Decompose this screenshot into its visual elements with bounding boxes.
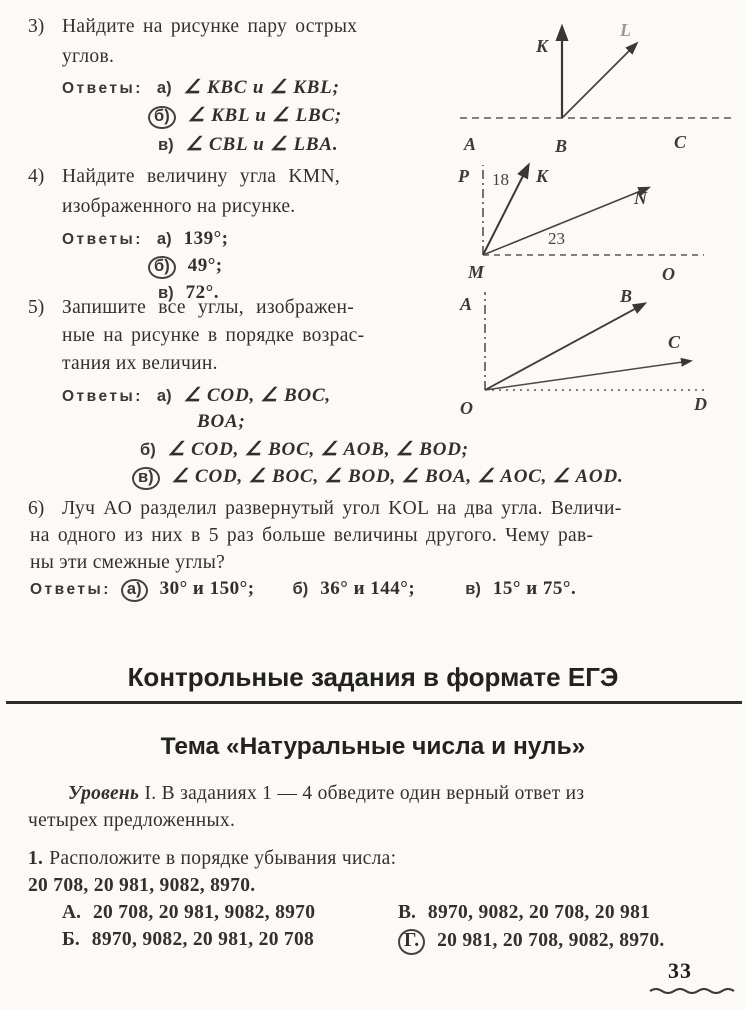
q5-answers-label: Ответы: bbox=[62, 388, 143, 405]
question-4-answers-row-a bbox=[62, 228, 229, 250]
figure-angles-kmn bbox=[448, 160, 740, 286]
q6-answers-label: Ответы: bbox=[30, 581, 111, 598]
fig2-angle-18: 18 bbox=[492, 170, 509, 189]
q6-answer-a-letter-circled: а) bbox=[121, 579, 148, 602]
fig1-label-C: C bbox=[674, 132, 687, 152]
q3-answer-v-letter: в) bbox=[158, 136, 174, 154]
q6-answer-a-text: 30° и 150°; bbox=[159, 578, 255, 599]
q5-answer-a-text: ∠ COD, ∠ BOC, bbox=[183, 385, 331, 406]
question-3-answers-row-v bbox=[158, 133, 338, 156]
choice-g-text: 20 981, 20 708, 9082, 8970. bbox=[437, 930, 665, 951]
question-5-answers-row-v bbox=[140, 465, 624, 490]
q5-answer-a-letter: а) bbox=[156, 387, 172, 405]
level-intro-line-1 bbox=[68, 783, 584, 805]
choice-b-row bbox=[62, 929, 314, 951]
question-6-number: 6) bbox=[28, 498, 45, 519]
choice-v-row bbox=[398, 902, 650, 924]
question-6-answers-row bbox=[30, 578, 576, 602]
question-6-line-2: на одного из них в 5 раз больше величины другого. Чему рав- bbox=[30, 525, 594, 546]
q4-answer-b-letter-circled: б) bbox=[148, 256, 176, 279]
fig2-label-K: K bbox=[536, 166, 549, 186]
level-intro-word: Уровень bbox=[68, 783, 140, 804]
q5-answer-v-letter-circled: в) bbox=[132, 467, 160, 490]
fig2-angle-23: 23 bbox=[548, 229, 565, 248]
choice-a-text: 20 708, 20 981, 9082, 8970 bbox=[92, 902, 316, 923]
q5-answer-v-text: ∠ COD, ∠ BOC, ∠ BOD, ∠ BOA, ∠ AOC, ∠ AOD. bbox=[171, 466, 624, 487]
question-4-number: 4) bbox=[28, 166, 45, 187]
q3-answer-v-text: ∠ CBL и ∠ LBA. bbox=[185, 134, 339, 155]
section-divider bbox=[6, 701, 742, 704]
fig2-label-O: O bbox=[662, 264, 675, 284]
figure-angles-aobcd bbox=[448, 284, 740, 422]
level-intro-rest: I. В заданиях 1 — 4 обведите один верный ответ из bbox=[139, 783, 585, 804]
question-5-line-1: Запишите все углы, изображен- bbox=[62, 297, 354, 318]
q3-answer-b-letter-circled: б) bbox=[148, 106, 176, 129]
q6-answer-v-text: 15° и 75°. bbox=[492, 578, 577, 599]
question-5-line-2: ные на рисунке в порядке возрас- bbox=[62, 325, 365, 346]
q4-answer-a-letter: а) bbox=[156, 230, 172, 248]
question-5-answers-row-a bbox=[62, 384, 331, 407]
choice-b-text: 8970, 9082, 20 981, 20 708 bbox=[91, 929, 315, 950]
q4-answer-v-text: 72°. bbox=[185, 282, 219, 303]
q4-answer-b-text: 49°; bbox=[187, 255, 223, 276]
question-6-line-1: Луч AO разделил развернутый угол KOL на два угла. Величи- bbox=[62, 498, 622, 519]
choice-b-letter: Б. bbox=[62, 929, 80, 950]
level-intro-line-2: четырех предложенных. bbox=[28, 810, 236, 831]
q3-answer-b-text: ∠ KBL и ∠ LBC; bbox=[187, 105, 343, 126]
fig3-label-A: A bbox=[460, 294, 473, 314]
q6-answer-v-letter: в) bbox=[465, 580, 481, 598]
fig2-label-M: M bbox=[468, 262, 485, 282]
q4-answer-a-text: 139°; bbox=[183, 228, 229, 249]
choice-v-text: 8970, 9082, 20 708, 20 981 bbox=[427, 902, 651, 923]
q4-answer-v-letter: в) bbox=[158, 284, 174, 302]
fig2-label-N: N bbox=[634, 188, 647, 208]
choice-v-letter: В. bbox=[398, 902, 416, 923]
fig3-label-C: C bbox=[668, 332, 681, 352]
problem-1-statement: Расположите в порядке убывания числа: bbox=[49, 848, 397, 869]
problem-1-numbers-line: 20 708, 20 981, 9082, 8970. bbox=[28, 875, 256, 896]
section-heading-control-tasks: Контрольные задания в формате ЕГЭ bbox=[127, 662, 619, 692]
q6-answer-b-letter: б) bbox=[292, 580, 309, 598]
q5-answer-b-letter: б) bbox=[140, 441, 156, 459]
fig3-label-B: B bbox=[620, 286, 633, 306]
question-3-line-1: Найдите на рисунке пару острых bbox=[62, 16, 358, 37]
fig1-label-B: B bbox=[555, 136, 568, 156]
fig1-label-A: A bbox=[464, 134, 477, 154]
question-5-number: 5) bbox=[28, 297, 45, 318]
question-6-line-3: ны эти смежные углы? bbox=[30, 552, 226, 573]
choice-g-row bbox=[398, 929, 665, 955]
fig1-ray-bl bbox=[562, 44, 636, 118]
question-3-number: 3) bbox=[28, 16, 45, 37]
fig1-label-K: K bbox=[536, 36, 549, 56]
fig3-ray-ob bbox=[485, 304, 644, 390]
question-3-answers-row-a bbox=[62, 76, 340, 99]
fig3-label-O: O bbox=[460, 398, 473, 418]
question-5-line-3: тания их величин. bbox=[62, 353, 218, 374]
fig2-ray-mn bbox=[483, 188, 648, 255]
problem-1-number: 1. bbox=[28, 848, 44, 869]
q3-answers-label: Ответы: bbox=[62, 80, 143, 97]
q3-answer-a-letter: а) bbox=[156, 79, 172, 97]
q4-answers-label: Ответы: bbox=[62, 231, 143, 248]
fig1-label-L: L bbox=[620, 20, 631, 40]
q6-answer-b-text: 36° и 144°; bbox=[320, 578, 416, 599]
section-heading-topic: Тема «Натуральные числа и нуль» bbox=[160, 733, 586, 760]
question-4-line-1: Найдите величину угла KMN, bbox=[62, 166, 340, 187]
fig2-label-P: P bbox=[458, 166, 469, 186]
question-4-answers-row-b bbox=[156, 255, 223, 279]
q3-answer-a-text: ∠ KBC и ∠ KBL; bbox=[183, 77, 340, 98]
question-4-line-2: изображенного на рисунке. bbox=[62, 196, 296, 217]
problem-1-statement-row bbox=[28, 848, 396, 870]
question-3-line-2: углов. bbox=[62, 46, 115, 67]
choice-a-letter: А. bbox=[62, 902, 81, 923]
q5-answer-a-text-continued: BOA; bbox=[197, 411, 246, 432]
question-5-answers-row-b bbox=[140, 438, 469, 461]
choice-a-row bbox=[62, 902, 315, 924]
choice-g-letter-circled: Г. bbox=[398, 929, 425, 955]
question-3-answers-row-b bbox=[156, 104, 342, 129]
page-number: 33 bbox=[668, 958, 692, 983]
fig3-label-D: D bbox=[694, 394, 707, 414]
page-number-underline bbox=[648, 986, 738, 996]
fig3-ray-oc bbox=[485, 361, 690, 390]
q5-answer-b-text: ∠ COD, ∠ BOC, ∠ AOB, ∠ BOD; bbox=[167, 439, 469, 460]
figure-angles-abc bbox=[452, 16, 742, 158]
